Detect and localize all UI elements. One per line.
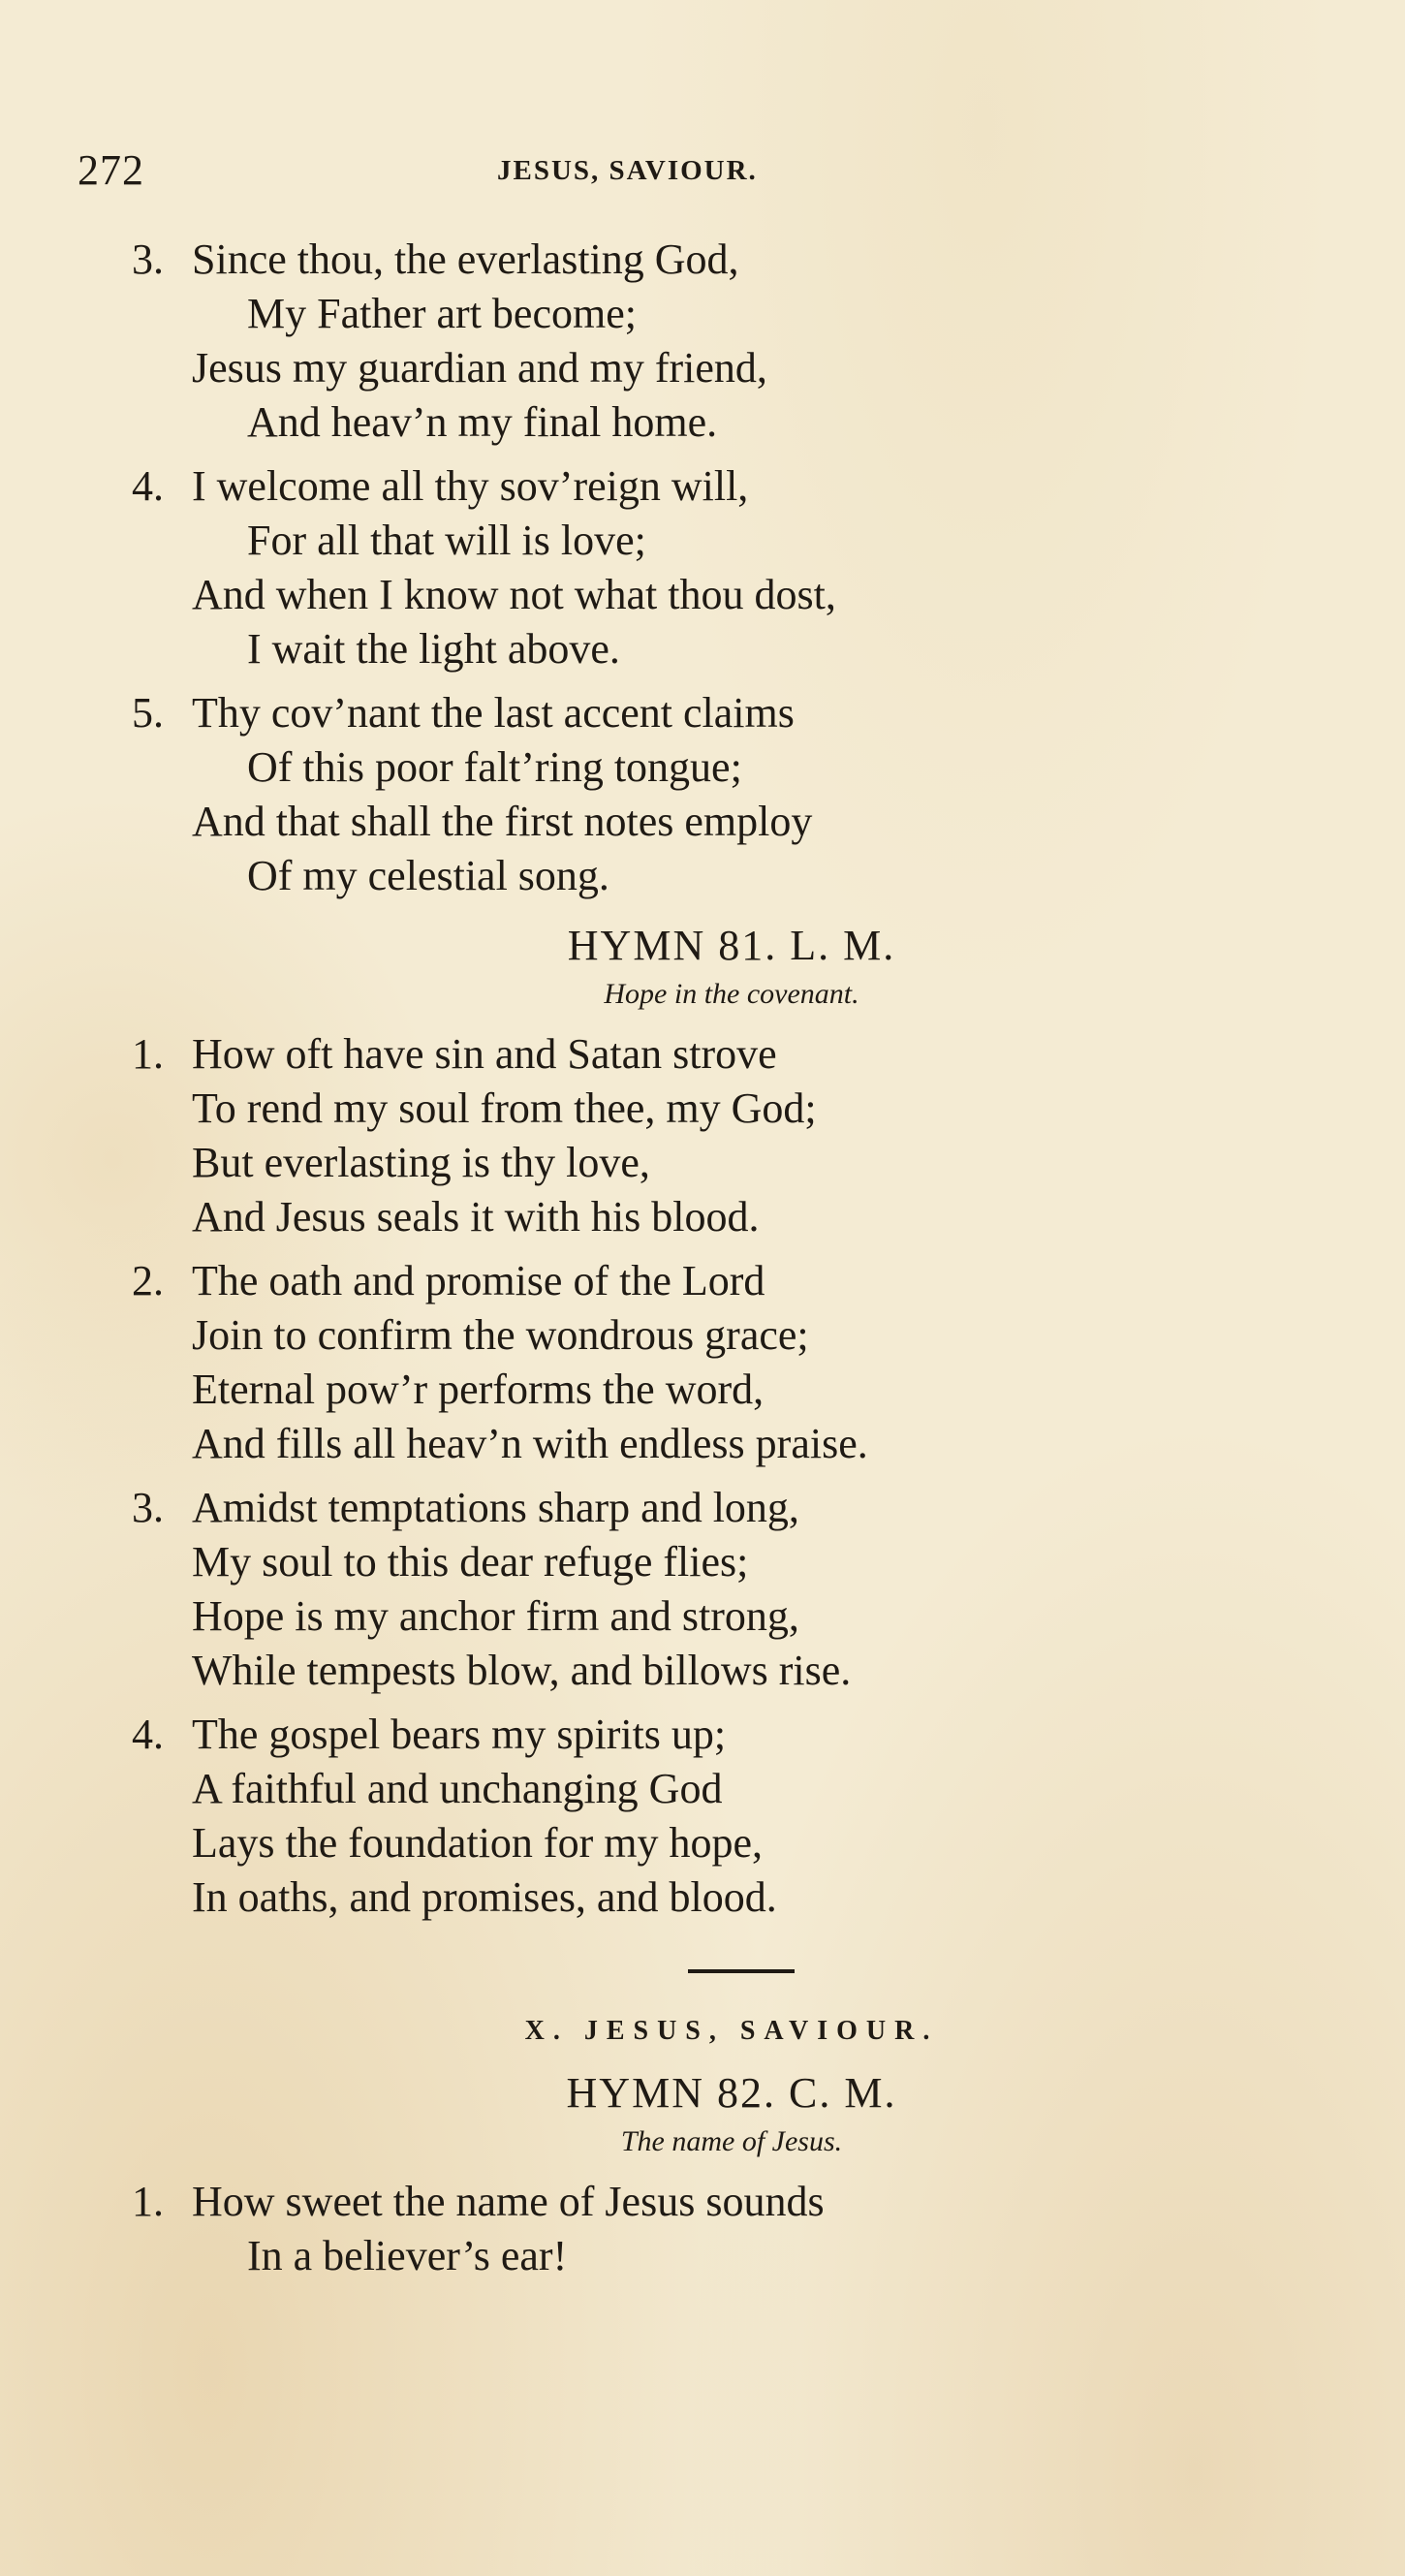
verse-text: Lays the foundation for my hope, xyxy=(192,1819,763,1867)
stanza-number: 3. xyxy=(132,1484,164,1531)
verse-text: While tempests blow, and billows rise. xyxy=(192,1647,852,1694)
verse-line xyxy=(0,1254,1405,1308)
stanza xyxy=(0,686,1405,903)
verse-line xyxy=(0,233,1405,287)
stanza xyxy=(0,1708,1405,1925)
verse-line xyxy=(0,1363,1405,1417)
stanza xyxy=(0,459,1405,676)
verse-text: In a believer’s ear! xyxy=(247,2232,568,2279)
section-divider xyxy=(688,1969,795,1973)
verse-line xyxy=(0,795,1405,849)
hymn-81-subtitle: Hope in the covenant. xyxy=(604,978,859,1010)
stanza xyxy=(0,1481,1405,1698)
stanza-number: 5. xyxy=(132,689,164,737)
hymn-82-subtitle: The name of Jesus. xyxy=(620,2125,843,2157)
verse-text: The oath and promise of the Lord xyxy=(192,1257,765,1304)
stanza xyxy=(0,1254,1405,1471)
verse-line xyxy=(0,1136,1405,1190)
verse-line xyxy=(0,740,1405,795)
verse-text: Since thou, the everlasting God, xyxy=(192,236,739,283)
verse-line xyxy=(0,1535,1405,1589)
verse-line xyxy=(0,287,1405,341)
verse-text: How sweet the name of Jesus sounds xyxy=(192,2178,825,2225)
verse-line xyxy=(0,1708,1405,1762)
verse-line xyxy=(0,1082,1405,1136)
verse-text: My Father art become; xyxy=(247,290,637,337)
verse-text: A faithful and unchanging God xyxy=(192,1765,723,1812)
verse-text: Of this poor falt’ring tongue; xyxy=(247,743,742,791)
verse-line xyxy=(0,1870,1405,1925)
verse-line xyxy=(0,1644,1405,1698)
verse-line xyxy=(0,2175,1405,2229)
stanza-number: 1. xyxy=(132,2178,164,2225)
verse-line xyxy=(0,1816,1405,1870)
verse-line xyxy=(0,1308,1405,1363)
verse-line xyxy=(0,622,1405,676)
verse-line xyxy=(0,568,1405,622)
verse-text: Thy cov’nant the last accent claims xyxy=(192,689,795,737)
verse-line xyxy=(0,459,1405,514)
stanza-number: 4. xyxy=(132,462,164,510)
verse-text: Amidst temptations sharp and long, xyxy=(192,1484,799,1531)
verse-text: Hope is my anchor firm and strong, xyxy=(192,1592,799,1640)
verse-line xyxy=(0,2229,1405,2283)
verse-text: And when I know not what thou dost, xyxy=(192,571,836,618)
page-content xyxy=(0,233,1405,2293)
hymn-81 xyxy=(0,1027,1405,1925)
verse-line xyxy=(0,514,1405,568)
page-number: 272 xyxy=(78,146,144,194)
stanza xyxy=(0,2175,1405,2283)
verse-text: Of my celestial song. xyxy=(247,852,609,899)
hymn-82 xyxy=(0,2175,1405,2283)
verse-text: And Jesus seals it with his blood. xyxy=(192,1193,760,1241)
verse-text: For all that will is love; xyxy=(247,517,646,564)
verse-text: I welcome all thy sov’reign will, xyxy=(192,462,749,510)
stanza-number: 4. xyxy=(132,1711,164,1758)
verse-text: And that shall the first notes employ xyxy=(192,798,813,845)
hymn-80-continuation xyxy=(0,233,1405,903)
section-title: X. JESUS, SAVIOUR. xyxy=(524,2016,939,2046)
verse-text: And fills all heav’n with endless praise. xyxy=(192,1420,868,1467)
verse-text: And heav’n my final home. xyxy=(247,398,718,446)
verse-line xyxy=(0,1190,1405,1244)
verse-text: My soul to this dear refuge flies; xyxy=(192,1538,749,1586)
verse-text: But everlasting is thy love, xyxy=(192,1139,650,1186)
verse-text: The gospel bears my spirits up; xyxy=(192,1711,727,1758)
verse-line xyxy=(0,1027,1405,1082)
verse-text: Join to confirm the wondrous grace; xyxy=(192,1311,809,1359)
verse-line xyxy=(0,1417,1405,1471)
stanza-number: 2. xyxy=(132,1257,164,1304)
verse-line xyxy=(0,1589,1405,1644)
verse-text: Jesus my guardian and my friend, xyxy=(192,344,767,392)
stanza-number: 1. xyxy=(132,1030,164,1078)
verse-line xyxy=(0,1762,1405,1816)
stanza xyxy=(0,233,1405,450)
stanza xyxy=(0,1027,1405,1244)
verse-line xyxy=(0,341,1405,395)
verse-text: I wait the light above. xyxy=(247,625,620,673)
verse-text: In oaths, and promises, and blood. xyxy=(192,1873,777,1921)
verse-line xyxy=(0,686,1405,740)
stanza-number: 3. xyxy=(132,236,164,283)
hymn-81-heading: HYMN 81. L. M. xyxy=(567,922,896,969)
hymn-82-heading: HYMN 82. C. M. xyxy=(566,2069,897,2117)
verse-text: Eternal pow’r performs the word, xyxy=(192,1366,765,1413)
verse-line xyxy=(0,849,1405,903)
verse-line xyxy=(0,395,1405,450)
running-head: JESUS, SAVIOUR. xyxy=(497,155,758,186)
verse-text: To rend my soul from thee, my God; xyxy=(192,1084,817,1132)
verse-line xyxy=(0,1481,1405,1535)
verse-text: How oft have sin and Satan strove xyxy=(192,1030,777,1078)
